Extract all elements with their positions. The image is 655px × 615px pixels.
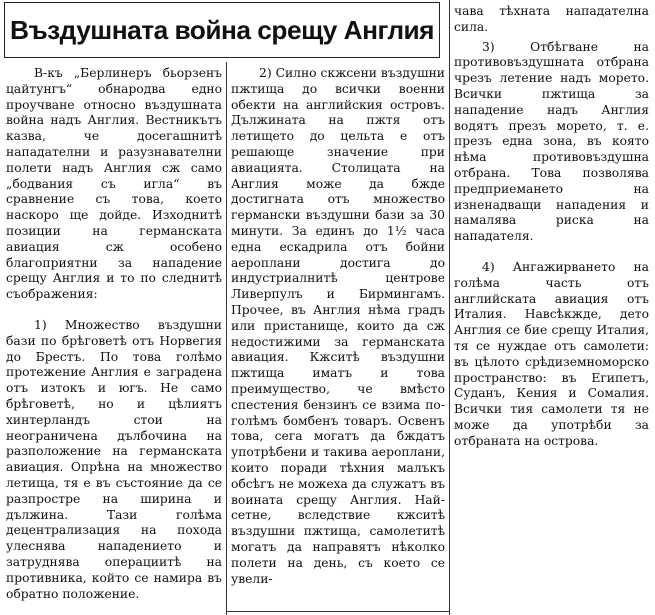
column-3 <box>454 4 649 450</box>
point-3-paragraph: 3) Отбѣгване на противовъздушната отбрана чрезъ летение надъ морето. Всички пжтища за нападение надъ Англия водятъ презъ морето, т. е. презъ една зона, въ която нѣма противовъздушна отбрана. Това позволява предприемането на изненадващи нападения и намалява риска на нападателя. <box>454 39 649 244</box>
article-headline: Въздушната война срещу Англия <box>4 2 440 58</box>
continuation-paragraph: чава тѣхната нападателна сила. <box>454 4 649 34</box>
column-1 <box>6 66 222 602</box>
point-1-paragraph: 1) Множество въздушни бази по брѣговетѣ отъ Норвегия до Брестъ. По това голѣмо протежение Англия е заградена отъ изтокъ и югъ. Не само брѣговетѣ, но и цѣлиятъ хинтерландъ стои на неограничена дълбочина на разположение на германската авиация. Опрѣна на множество летища, тя е въ състояние да се разпростре на ширина и дължина. Тази голѣма децентрализация на похода улеснява нападението и затруднява операциитѣ на противника, който се намира въ обратно положение. <box>6 317 222 601</box>
point-4-paragraph: 4) Ангажирването на голѣма часть отъ английската авиация отъ Италия. Навсѣкжде, дето Англия се бие срещу Италия, тя се нуждае отъ самолети: въ цѣлото срѣдиземноморско пространство: въ Египетъ, Суданъ, Кения и Сомалия. Всички тия самолети тя не може да употрѣби за отбраната на острова. <box>454 259 649 448</box>
column-2 <box>231 66 445 587</box>
column-divider <box>226 62 227 615</box>
point-2-paragraph: 2) Силно скжсени въздушни пжтища до всички военни обекти на английския островъ. Дължината на пжтя отъ летището до цельта е отъ решающе значение при авиацията. Столицата на Англия може да бжде достигната отъ множество германски въздушни бази за 30 минути. За единъ до 1½ часа една ескадрила отъ бойни аероплани достига до индустриалнитѣ центрове Ливерпулъ и Бирмингамъ. Прочее, въ Англия нѣма градъ или пристанище, които да сж недостижими за германската авиация. Кжситѣ въздушни пжтища иматъ и това преимущество, че вмѣсто спестения бензинъ се взима по-голѣмъ бомбенъ товаръ. Освенъ това, сега могатъ да бждатъ употрѣбени и такива аероплани, които поради тѣхния малъкъ обсѣгъ не можеха да служатъ въ воината срещу Англия. Най-сетне, вследствие кжситѣ въздушни пжтища, самолетитѣ могатъ да направятъ нѣколко полети на день, съ което се увели- <box>231 66 445 586</box>
column-divider <box>449 0 450 615</box>
bottom-rule <box>226 611 449 612</box>
intro-paragraph: В-къ „Берлинеръ бьорзенъ цайтунгъ“ обнародва едно проучване относно въздушната война надъ Англия. Вестникътъ казва, че досегашнитѣ нападателни и разузнавателни полети надъ Англия сж само „бодвания съ игла“ въ сравнение съ това, което наскоро ще дойде. Изходнитѣ позиции на германската авиация сж особено благоприятни за нападение срещу Англия и то по следнитѣ съображения: <box>6 66 222 302</box>
